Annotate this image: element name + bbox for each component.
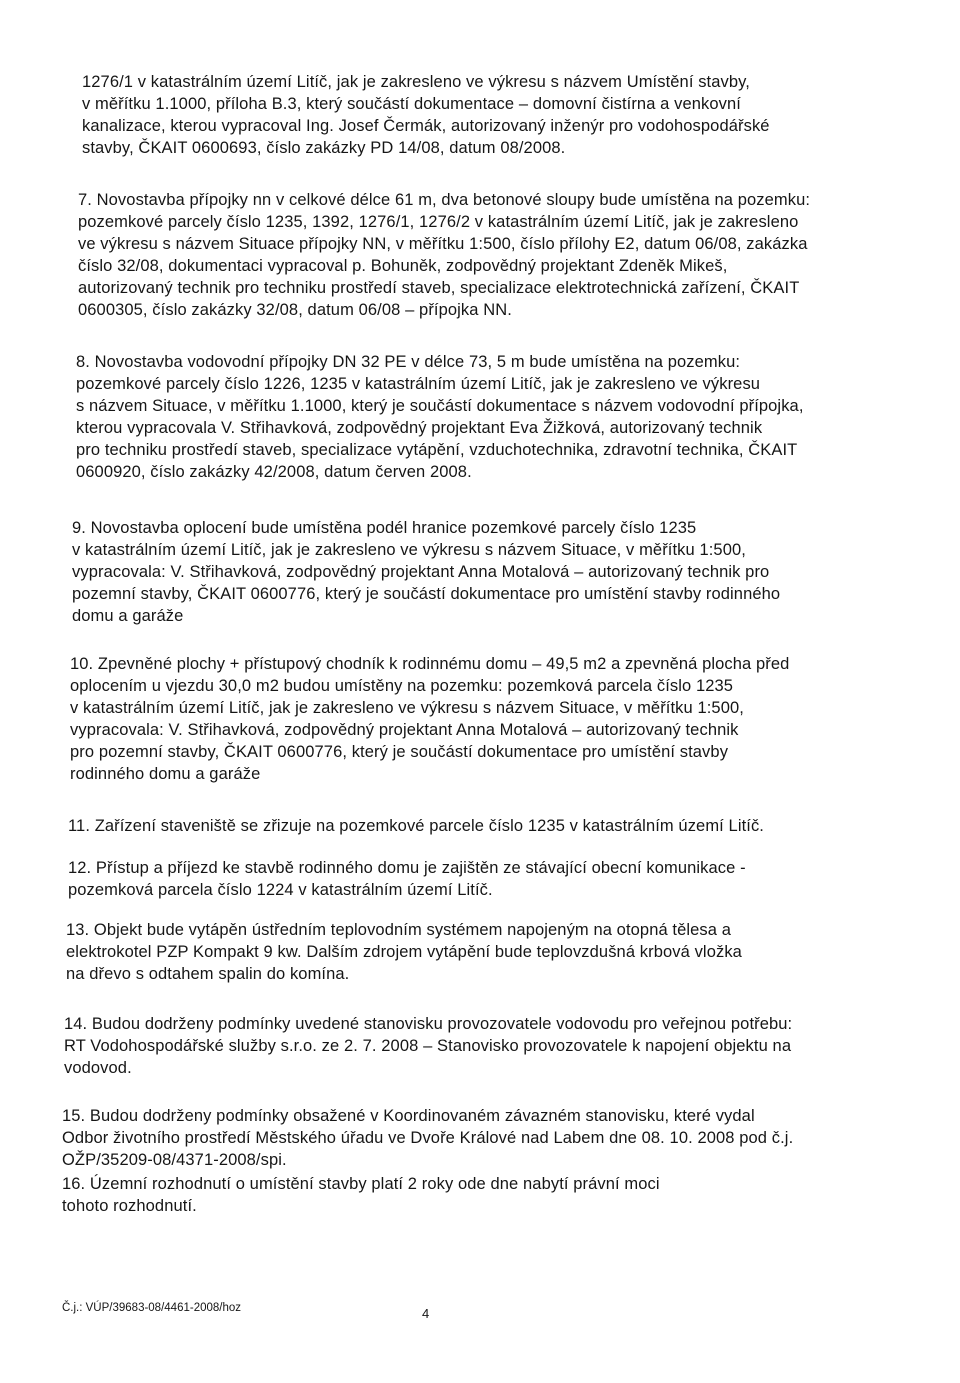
text-line: Odbor životního prostředí Městského úřadu ve Dvoře Králové nad Labem dne 08. 10. 2008 pod č.j. (62, 1129, 794, 1147)
text-line: oplocením u vjezdu 30,0 m2 budou umístěny na pozemku: pozemková parcela číslo 1235 (70, 677, 734, 695)
text-line: s názvem Situace, v měřítku 1.1000, který je součástí dokumentace s názvem vodovodní přípojka, (76, 397, 804, 415)
text-line: v katastrálním území Litíč, jak je zakresleno ve výkresu s názvem Situace, v měřítku 1:500, (70, 699, 744, 717)
text-line: vodovod. (64, 1059, 132, 1077)
text-line: pozemkové parcely číslo 1235, 1392, 1276/1, 1276/2 v katastrálním území Litíč, jak je zakresleno (78, 213, 799, 231)
text-line: 12. Přístup a příjezd ke stavbě rodinného domu je zajištěn ze stávající obecní komunikace - (68, 859, 746, 877)
text-line: OŽP/35209-08/4371-2008/spi. (62, 1151, 287, 1169)
text-line: v měřítku 1.1000, příloha B.3, který součástí dokumentace – domovní čistírna a venkovní (82, 95, 741, 113)
footer-reference-number: Č.j.: VÚP/39683-08/4461-2008/hoz (62, 1302, 242, 1314)
text-line: 7. Novostavba přípojky nn v celkové délce 61 m, dva betonové sloupy bude umístěna na pozemku: (78, 191, 811, 209)
text-line: domu a garáže (72, 607, 184, 625)
text-line: 9. Novostavba oplocení bude umístěna podél hranice pozemkové parcely číslo 1235 (72, 519, 697, 537)
text-line: vypracovala: V. Střihavková, zodpovědný projektant Anna Motalová – autorizovaný technik pro (72, 563, 770, 581)
text-line: pozemková parcela číslo 1224 v katastrálním území Litíč. (68, 881, 493, 899)
text-line: stavby, ČKAIT 0600693, číslo zakázky PD 14/08, datum 08/2008. (82, 139, 566, 157)
text-line: autorizovaný technik pro techniku prostředí staveb, specializace elektrotechnická zařízení, ČKAIT (78, 279, 800, 297)
text-line: vypracovala: V. Střihavková, zodpovědný projektant Anna Motalová – autorizovaný technik (70, 721, 739, 739)
text-line: RT Vodohospodářské služby s.r.o. ze 2. 7. 2008 – Stanovisko provozovatele k napojení objektu na (64, 1037, 792, 1055)
text-line: 15. Budou dodrženy podmínky obsažené v Koordinovaném závazném stanovisku, které vydal (62, 1107, 755, 1125)
text-line: 0600920, číslo zakázky 42/2008, datum červen 2008. (76, 463, 472, 481)
text-line: 11. Zařízení staveniště se zřizuje na pozemkové parcele číslo 1235 v katastrálním území Litíč. (68, 817, 764, 835)
text-line: 1276/1 v katastrálním území Litíč, jak je zakresleno ve výkresu s názvem Umístění stavby, (82, 73, 750, 91)
text-line: na dřevo s odtahem spalin do komína. (66, 965, 350, 983)
text-line: 0600305, číslo zakázky 32/08, datum 06/08 – přípojka NN. (78, 301, 512, 319)
text-line: číslo 32/08, dokumentaci vypracoval p. Bohuněk, zodpovědný projektant Zdeněk Mikeš, (78, 257, 728, 275)
text-line: pozemkové parcely číslo 1226, 1235 v katastrálním území Litíč, jak je zakresleno ve výkresu (76, 375, 761, 393)
text-line: tohoto rozhodnutí. (62, 1197, 197, 1215)
text-line: kanalizace, kterou vypracoval Ing. Josef Čermák, autorizovaný inženýr pro vodohospodářské (82, 117, 770, 135)
text-line: 10. Zpevněné plochy + přístupový chodník k rodinnému domu – 49,5 m2 a zpevněná plocha před (70, 655, 790, 673)
text-line: elektrokotel PZP Kompakt 9 kw. Dalším zdrojem vytápění bude teplovzdušná krbová vložka (66, 943, 742, 961)
text-line: kterou vypracovala V. Střihavková, zodpovědný projektant Eva Žižková, autorizovaný technik (76, 419, 763, 437)
text-line: 13. Objekt bude vytápěn ústředním teplovodním systémem napojeným na otopná tělesa a (66, 921, 732, 939)
text-line: pro pozemní stavby, ČKAIT 0600776, který je součástí dokumentace pro umístění stavby (70, 743, 729, 761)
text-line: v katastrálním území Litíč, jak je zakresleno ve výkresu s názvem Situace, v měřítku 1:500, (72, 541, 746, 559)
text-line: pro techniku prostředí staveb, specializace vytápění, vzduchotechnika, zdravotní technika, ČKAIT (76, 441, 798, 459)
text-line: 16. Územní rozhodnutí o umístění stavby platí 2 roky ode dne nabytí právní moci (62, 1175, 660, 1193)
text-line: 8. Novostavba vodovodní přípojky DN 32 PE v délce 73, 5 m bude umístěna na pozemku: (76, 353, 741, 371)
text-line: 14. Budou dodrženy podmínky uvedené stanovisku provozovatele vodovodu pro veřejnou potřebu: (64, 1015, 793, 1033)
text-line: ve výkresu s názvem Situace přípojky NN, v měřítku 1:500, číslo přílohy E2, datum 06/08, zakázka (78, 235, 808, 253)
text-line: rodinného domu a garáže (70, 765, 261, 783)
page-number: 4 (422, 1306, 430, 1321)
text-line: pozemní stavby, ČKAIT 0600776, který je součástí dokumentace pro umístění stavby rodinného (72, 585, 781, 603)
